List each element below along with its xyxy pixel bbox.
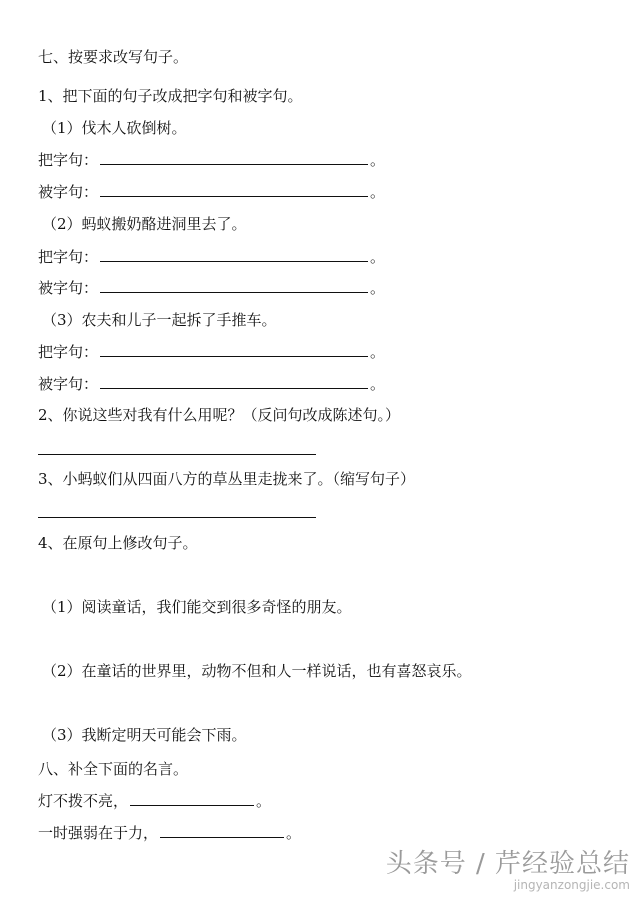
- question-4-title: 4、在原句上修改句子。: [38, 534, 198, 552]
- end-mark: 。: [370, 248, 386, 266]
- end-mark: 。: [370, 375, 386, 393]
- q4-item-2: （2）在童话的世界里，动物不但和人一样说话，也有喜怒哀乐。: [42, 662, 472, 680]
- watermark-url: jingyanzongjie.com: [513, 878, 630, 892]
- q1-1-bei-answer-row: [38, 182, 385, 202]
- question-1-title: 1、把下面的句子改成把字句和被字句。: [38, 87, 303, 105]
- q1-sentence-3: （3）农夫和儿子一起拆了手推车。: [42, 311, 277, 329]
- end-mark: 。: [286, 824, 302, 842]
- question-2: 2、你说这些对我有什么用呢？（反问句改成陈述句。）: [38, 406, 401, 424]
- bei-label: 被字句：: [38, 375, 99, 393]
- end-mark: 。: [370, 151, 386, 169]
- answer-blank[interactable]: [100, 247, 368, 262]
- ba-label: 把字句：: [38, 248, 99, 266]
- section-7-title: 七、按要求改写句子。: [38, 48, 189, 66]
- q1-2-bei-answer-row: [38, 278, 385, 298]
- q3-answer-line[interactable]: [38, 517, 316, 518]
- q1-3-bei-answer-row: [38, 374, 385, 394]
- end-mark: 。: [256, 792, 272, 810]
- bei-label: 被字句：: [38, 183, 99, 201]
- proverb-row-2: [38, 823, 301, 843]
- answer-blank[interactable]: [160, 823, 284, 838]
- answer-blank[interactable]: [100, 278, 368, 293]
- proverb-prefix: 灯不拨不亮，: [38, 792, 129, 810]
- answer-blank[interactable]: [100, 150, 368, 165]
- answer-blank[interactable]: [100, 182, 368, 197]
- watermark-main: 头条号 / 芹经验总结: [385, 849, 630, 879]
- watermark: [386, 851, 630, 891]
- end-mark: 。: [370, 279, 386, 297]
- q1-3-ba-answer-row: [38, 342, 385, 362]
- q2-answer-line[interactable]: [38, 454, 316, 455]
- q4-item-1: （1）阅读童话，我们能交到很多奇怪的朋友。: [42, 598, 352, 616]
- proverb-row-1: [38, 791, 271, 811]
- ba-label: 把字句：: [38, 151, 99, 169]
- q4-item-3: （3）我断定明天可能会下雨。: [42, 726, 247, 744]
- answer-blank[interactable]: [100, 374, 368, 389]
- answer-blank[interactable]: [100, 342, 368, 357]
- question-3: 3、小蚂蚁们从四面八方的草丛里走拢来了。（缩写句子）: [38, 470, 416, 488]
- q1-sentence-2: （2）蚂蚁搬奶酪进洞里去了。: [42, 215, 247, 233]
- ba-label: 把字句：: [38, 343, 99, 361]
- end-mark: 。: [370, 183, 386, 201]
- proverb-prefix: 一时强弱在于力，: [38, 824, 159, 842]
- q1-1-ba-answer-row: [38, 150, 385, 170]
- q1-sentence-1: （1）伐木人砍倒树。: [42, 119, 187, 137]
- q1-2-ba-answer-row: [38, 247, 385, 267]
- section-8-title: 八、补全下面的名言。: [38, 760, 189, 778]
- bei-label: 被字句：: [38, 279, 99, 297]
- answer-blank[interactable]: [130, 791, 254, 806]
- end-mark: 。: [370, 343, 386, 361]
